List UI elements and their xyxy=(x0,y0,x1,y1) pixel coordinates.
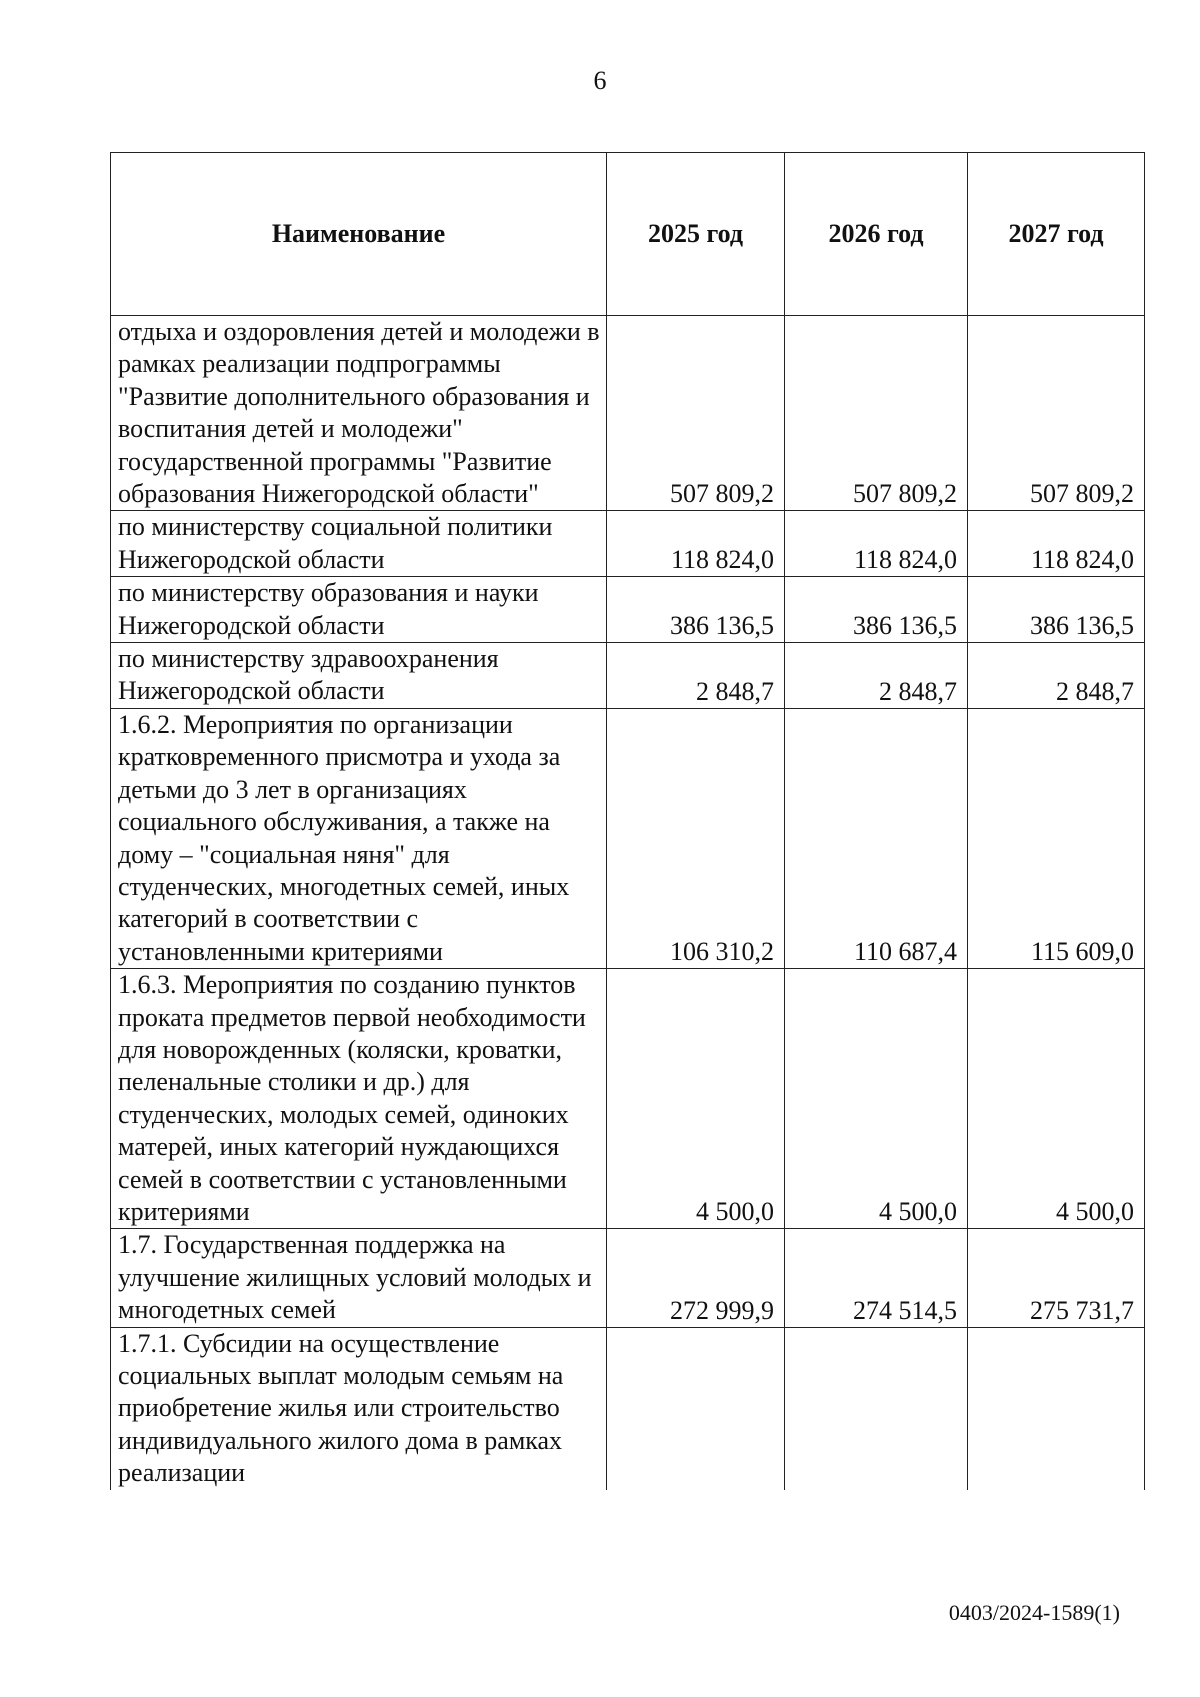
row-value-2027: 118 824,0 xyxy=(968,511,1145,577)
row-value-2026: 386 136,5 xyxy=(785,577,968,643)
row-value-2026 xyxy=(785,1327,968,1490)
row-value-2026: 274 514,5 xyxy=(785,1229,968,1327)
row-value-2027: 2 848,7 xyxy=(968,643,1145,709)
table-header-row xyxy=(111,153,1145,316)
row-value-2026: 2 848,7 xyxy=(785,643,968,709)
row-value-2026: 118 824,0 xyxy=(785,511,968,577)
row-value-2027: 386 136,5 xyxy=(968,577,1145,643)
row-name: по министерству образования и науки Нижегородской области xyxy=(111,577,607,643)
row-name: 1.6.2. Мероприятия по организации кратковременного присмотра и ухода за детьми до 3 лет в организациях социального обслуживания, а также на дому – "социальная няня" для студенческих, многодетных семей, иных категорий в соответствии с установленными критериями xyxy=(111,708,607,968)
table-row xyxy=(111,1327,1145,1490)
row-value-2027: 4 500,0 xyxy=(968,969,1145,1229)
header-2027: 2027 год xyxy=(968,153,1145,316)
row-value-2027: 115 609,0 xyxy=(968,708,1145,968)
row-name: отдыха и оздоровления детей и молодежи в рамках реализации подпрограммы "Развитие дополнительного образования и воспитания детей и молодежи" государственной программы "Развитие образования Нижегородской области" xyxy=(111,316,607,511)
header-2025: 2025 год xyxy=(607,153,785,316)
row-value-2026: 507 809,2 xyxy=(785,316,968,511)
row-value-2025: 4 500,0 xyxy=(607,969,785,1229)
budget-table xyxy=(110,152,1145,1490)
header-name: Наименование xyxy=(111,153,607,316)
row-value-2025: 106 310,2 xyxy=(607,708,785,968)
header-2026: 2026 год xyxy=(785,153,968,316)
table-row xyxy=(111,316,1145,511)
row-value-2025 xyxy=(607,1327,785,1490)
row-value-2025: 272 999,9 xyxy=(607,1229,785,1327)
table-row xyxy=(111,577,1145,643)
table-row xyxy=(111,969,1145,1229)
row-value-2026: 4 500,0 xyxy=(785,969,968,1229)
row-name: по министерству социальной политики Нижегородской области xyxy=(111,511,607,577)
row-value-2025: 386 136,5 xyxy=(607,577,785,643)
row-value-2025: 2 848,7 xyxy=(607,643,785,709)
row-value-2026: 110 687,4 xyxy=(785,708,968,968)
row-value-2027 xyxy=(968,1327,1145,1490)
table-row xyxy=(111,511,1145,577)
row-value-2025: 507 809,2 xyxy=(607,316,785,511)
row-name: 1.6.3. Мероприятия по созданию пунктов проката предметов первой необходимости для новорожденных (коляски, кроватки, пеленальные столики и др.) для студенческих, молодых семей, одиноких матерей, иных категорий нуждающихся семей в соответствии с установленными критериями xyxy=(111,969,607,1229)
row-name: 1.7. Государственная поддержка на улучшение жилищных условий молодых и многодетных семей xyxy=(111,1229,607,1327)
row-value-2025: 118 824,0 xyxy=(607,511,785,577)
table-row xyxy=(111,708,1145,968)
document-code: 0403/2024-1589(1) xyxy=(948,1600,1120,1625)
row-value-2027: 275 731,7 xyxy=(968,1229,1145,1327)
page-number: 6 xyxy=(593,66,607,95)
table-row xyxy=(111,643,1145,709)
row-value-2027: 507 809,2 xyxy=(968,316,1145,511)
table-row xyxy=(111,1229,1145,1327)
row-name: по министерству здравоохранения Нижегородской области xyxy=(111,643,607,709)
row-name: 1.7.1. Субсидии на осуществление социальных выплат молодым семьям на приобретение жилья или строительство индивидуального жилого дома в рамках реализации xyxy=(111,1327,607,1490)
